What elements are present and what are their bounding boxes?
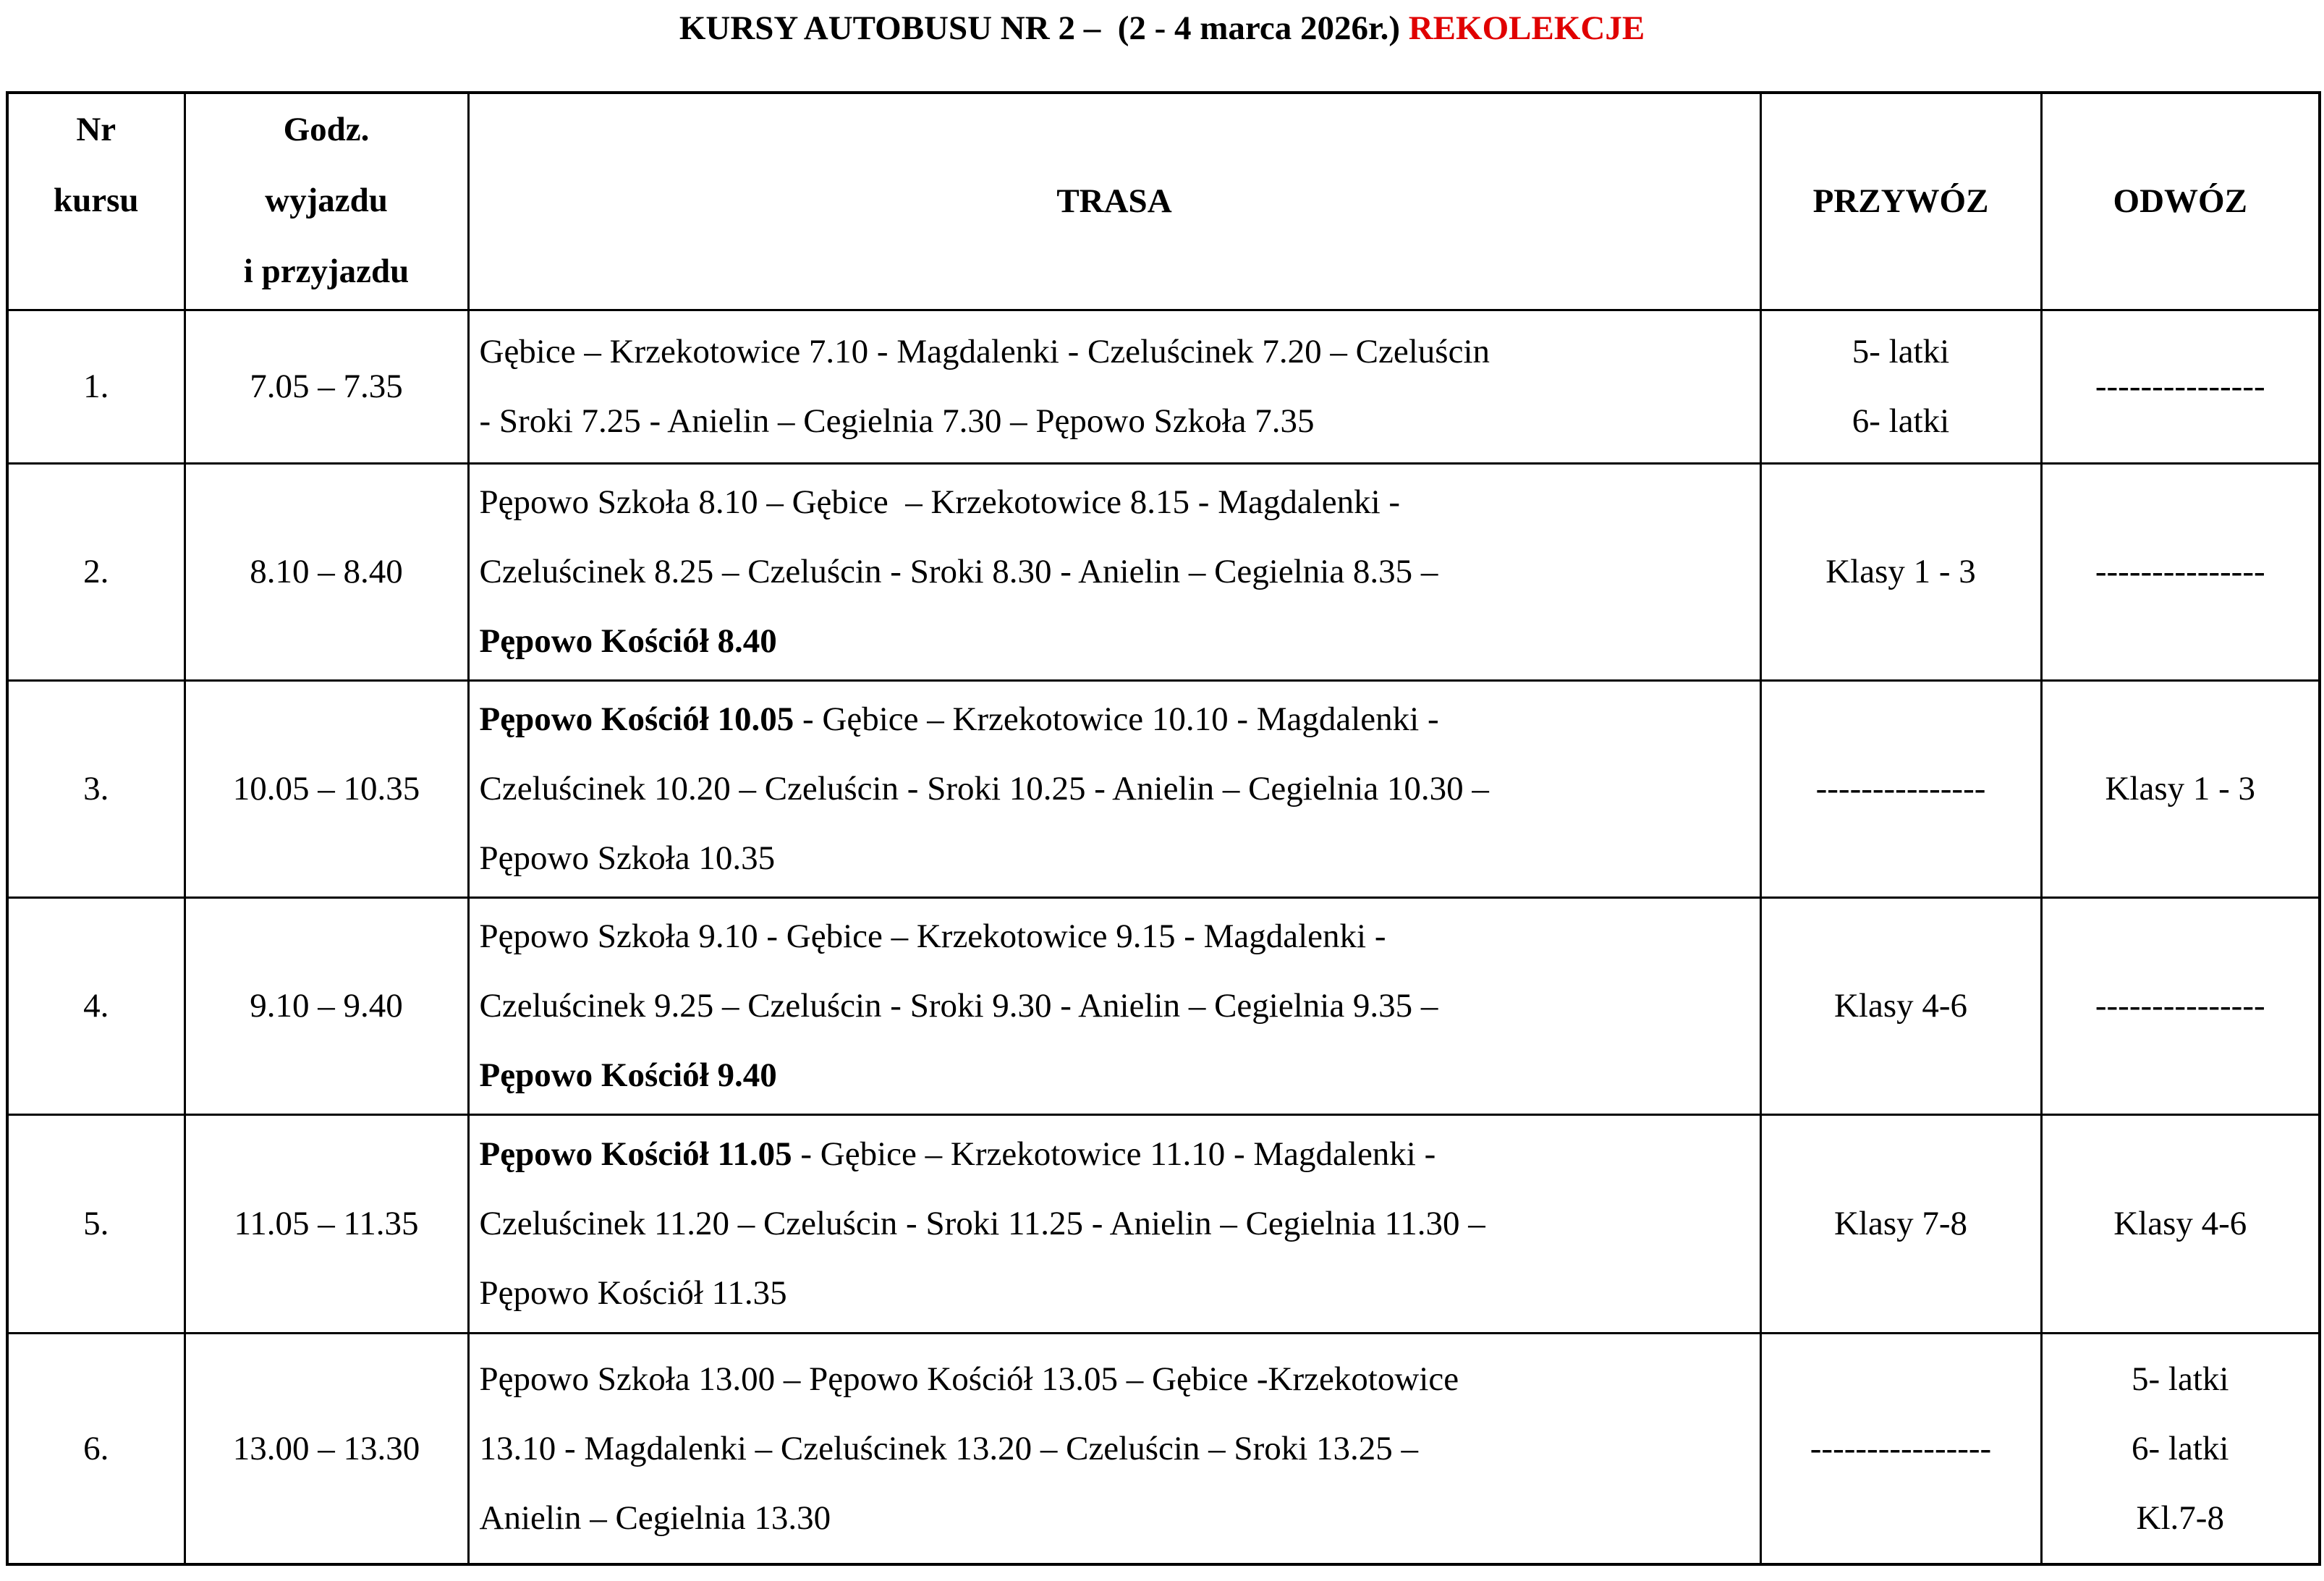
cell-odwoz: ---------------: [2041, 463, 2320, 680]
header-odwoz: ODWÓZ: [2041, 93, 2320, 310]
cell-godziny: 8.10 – 8.40: [185, 463, 468, 680]
title-highlight: REKOLEKCJE: [1408, 9, 1645, 47]
cell-godziny: 7.05 – 7.35: [185, 310, 468, 463]
header-godz-wyjazdu: Godz. wyjazdu i przyjazdu: [185, 93, 468, 310]
cell-godziny: 13.00 – 13.30: [185, 1333, 468, 1564]
cell-przywoz: 5- latki 6- latki: [1760, 310, 2041, 463]
cell-przywoz: ----------------: [1760, 1333, 2041, 1564]
bus-schedule-table: [6, 91, 2321, 1566]
cell-nr-kursu: 3.: [7, 680, 185, 897]
cell-godziny: 9.10 – 9.40: [185, 897, 468, 1114]
cell-trasa: Pępowo Szkoła 13.00 – Pępowo Kościół 13.05 – Gębice -Krzekotowice 13.10 - Magdalenki – Czeluścinek 13.20 – Czeluścin – Sroki 13.25 – Anielin – Cegielnia 13.30: [468, 1333, 1760, 1564]
header-nr-kursu: Nr kursu: [7, 93, 185, 310]
cell-trasa: Pępowo Szkoła 9.10 - Gębice – Krzekotowice 9.15 - Magdalenki - Czeluścinek 9.25 – Czeluścin - Sroki 9.30 - Anielin – Cegielnia 9.35 – Pępowo Kościół 9.40: [468, 897, 1760, 1114]
table-row: [7, 680, 2320, 897]
cell-przywoz: Klasy 1 - 3: [1760, 463, 2041, 680]
cell-trasa: Gębice – Krzekotowice 7.10 - Magdalenki - Czeluścinek 7.20 – Czeluścin - Sroki 7.25 - Anielin – Cegielnia 7.30 – Pępowo Szkoła 7.35: [468, 310, 1760, 463]
cell-odwoz: 5- latki 6- latki Kl.7-8: [2041, 1333, 2320, 1564]
header-przywoz: PRZYWÓZ: [1760, 93, 2041, 310]
cell-odwoz: Klasy 1 - 3: [2041, 680, 2320, 897]
cell-nr-kursu: 2.: [7, 463, 185, 680]
cell-nr-kursu: 5.: [7, 1114, 185, 1333]
table-row: [7, 310, 2320, 463]
cell-nr-kursu: 4.: [7, 897, 185, 1114]
table-row: [7, 897, 2320, 1114]
cell-godziny: 10.05 – 10.35: [185, 680, 468, 897]
cell-przywoz: ---------------: [1760, 680, 2041, 897]
table-row: [7, 1114, 2320, 1333]
cell-nr-kursu: 1.: [7, 310, 185, 463]
title-main: KURSY AUTOBUSU NR 2 – (2 - 4 marca 2026r.): [679, 9, 1409, 47]
cell-odwoz: Klasy 4-6: [2041, 1114, 2320, 1333]
table-header-row: [7, 93, 2320, 310]
cell-przywoz: Klasy 7-8: [1760, 1114, 2041, 1333]
page-title: [0, 0, 2324, 48]
cell-nr-kursu: 6.: [7, 1333, 185, 1564]
cell-trasa: Pępowo Kościół 11.05 - Gębice – Krzekotowice 11.10 - Magdalenki - Czeluścinek 11.20 – Czeluścin - Sroki 11.25 - Anielin – Cegielnia 11.30 – Pępowo Kościół 11.35: [468, 1114, 1760, 1333]
cell-trasa: Pępowo Szkoła 8.10 – Gębice – Krzekotowice 8.15 - Magdalenki - Czeluścinek 8.25 – Czeluścin - Sroki 8.30 - Anielin – Cegielnia 8.35 – Pępowo Kościół 8.40: [468, 463, 1760, 680]
cell-godziny: 11.05 – 11.35: [185, 1114, 468, 1333]
header-trasa: TRASA: [468, 93, 1760, 310]
cell-odwoz: ---------------: [2041, 897, 2320, 1114]
cell-odwoz: ---------------: [2041, 310, 2320, 463]
cell-trasa: Pępowo Kościół 10.05 - Gębice – Krzekotowice 10.10 - Magdalenki - Czeluścinek 10.20 – Czeluścin - Sroki 10.25 - Anielin – Cegielnia 10.30 – Pępowo Szkoła 10.35: [468, 680, 1760, 897]
table-row: [7, 463, 2320, 680]
cell-przywoz: Klasy 4-6: [1760, 897, 2041, 1114]
table-row: [7, 1333, 2320, 1564]
